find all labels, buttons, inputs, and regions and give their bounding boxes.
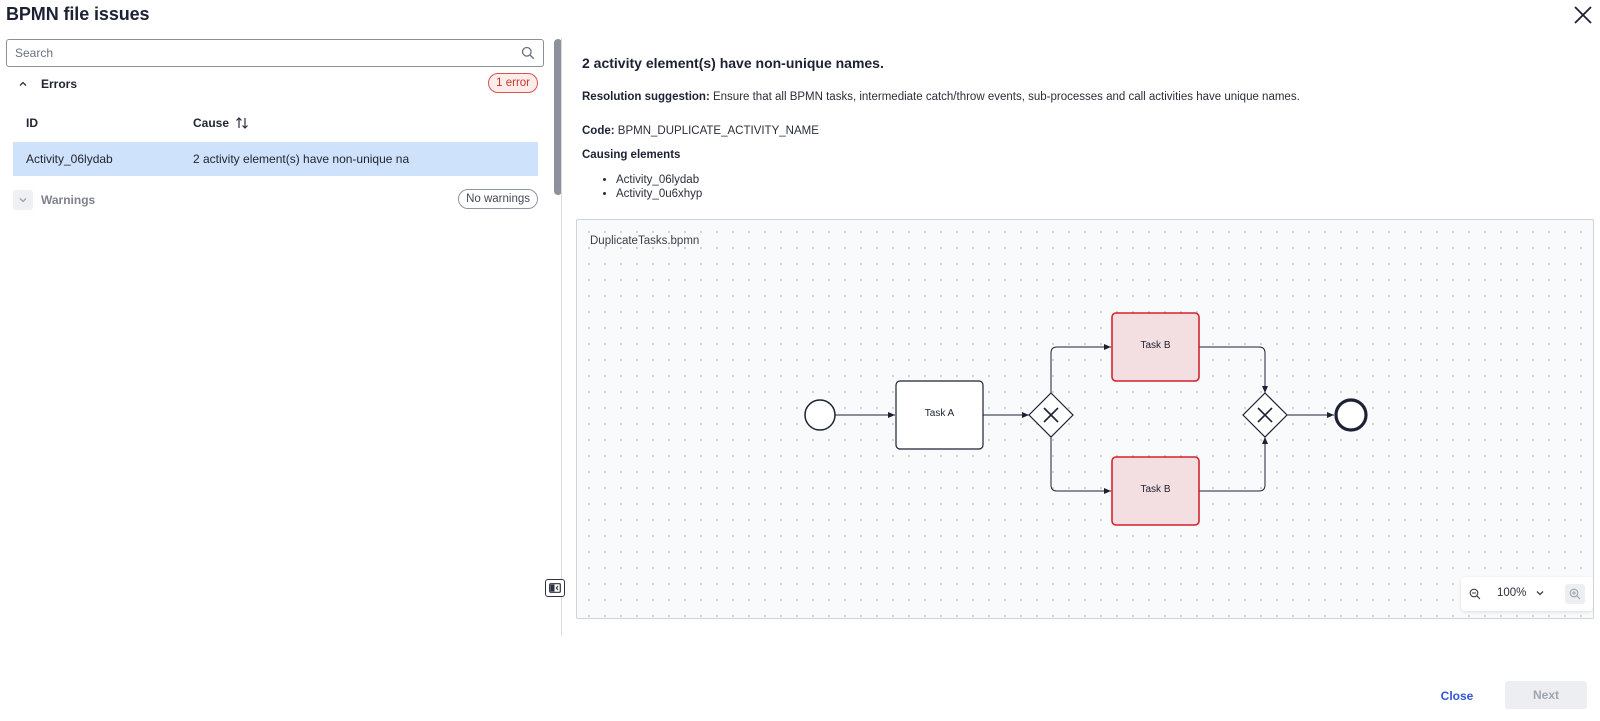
row-cause: 2 activity element(s) have non-unique na: [193, 152, 410, 166]
collapse-panel-button[interactable]: [545, 579, 565, 597]
issue-title: 2 activity element(s) have non-unique names.: [582, 55, 884, 71]
list-item: • Activity_06lydab: [616, 173, 702, 187]
warnings-label: Warnings: [41, 193, 96, 207]
close-icon[interactable]: [1572, 4, 1594, 26]
end-event[interactable]: [1336, 400, 1366, 430]
search-icon: [521, 46, 535, 60]
resolution-suggestion: [582, 91, 1300, 103]
errors-label: Errors: [41, 77, 78, 91]
code-label: Code:: [582, 125, 615, 137]
column-header-id: ID: [26, 116, 38, 130]
task-a-label: Task A: [924, 408, 955, 419]
resolution-label: Resolution suggestion:: [582, 91, 710, 103]
zoom-level[interactable]: 100%: [1497, 587, 1527, 599]
search-box[interactable]: [6, 39, 544, 67]
sort-icon[interactable]: [235, 116, 249, 130]
issues-panel: [0, 38, 562, 638]
error-code: [582, 125, 819, 137]
next-button[interactable]: Next: [1505, 681, 1587, 709]
warning-count-badge: No warnings: [458, 189, 538, 209]
close-button[interactable]: Close: [1440, 689, 1474, 703]
zoom-out-button[interactable]: [1467, 586, 1483, 602]
zoom-out-icon: [1469, 588, 1481, 600]
dialog-title: BPMN file issues: [6, 4, 150, 24]
search-input[interactable]: [7, 40, 507, 66]
sidebar-toggle-icon: [549, 583, 561, 593]
task-b-bottom-label: Task B: [1140, 484, 1171, 495]
zoom-in-button[interactable]: [1565, 584, 1585, 604]
panel-divider: [561, 38, 562, 636]
warnings-section-header[interactable]: [13, 188, 538, 212]
zoom-in-icon: [1569, 588, 1581, 600]
zoom-controls: [1461, 577, 1593, 611]
row-id: Activity_06lydab: [26, 152, 113, 166]
column-header-cause[interactable]: Cause: [193, 116, 230, 130]
start-event[interactable]: [805, 400, 835, 430]
exclusive-gateway-join[interactable]: [1243, 393, 1287, 437]
task-b-top-label: Task B: [1140, 340, 1171, 351]
exclusive-gateway-split[interactable]: [1029, 393, 1073, 437]
causing-elements-heading: Causing elements: [582, 149, 681, 161]
bpmn-canvas[interactable]: [576, 219, 1594, 619]
resolution-text: Ensure that all BPMN tasks, intermediate catch/throw events, sub-processes and call activities have unique names.: [712, 91, 1300, 103]
chevron-down-icon[interactable]: [13, 190, 33, 210]
chevron-up-icon[interactable]: [13, 74, 33, 94]
issues-table-header: [13, 114, 538, 134]
list-item: • Activity_0u6xhyp: [616, 187, 702, 201]
chevron-down-icon[interactable]: [1535, 588, 1545, 598]
diagram-file-name: DuplicateTasks.bpmn: [590, 235, 700, 247]
table-row[interactable]: [13, 142, 538, 176]
code-value: BPMN_DUPLICATE_ACTIVITY_NAME: [617, 125, 819, 137]
errors-section-header[interactable]: [13, 72, 538, 96]
error-count-badge: 1 error: [488, 73, 538, 93]
causing-elements-list: [616, 173, 702, 201]
bpmn-diagram: [577, 220, 1594, 619]
